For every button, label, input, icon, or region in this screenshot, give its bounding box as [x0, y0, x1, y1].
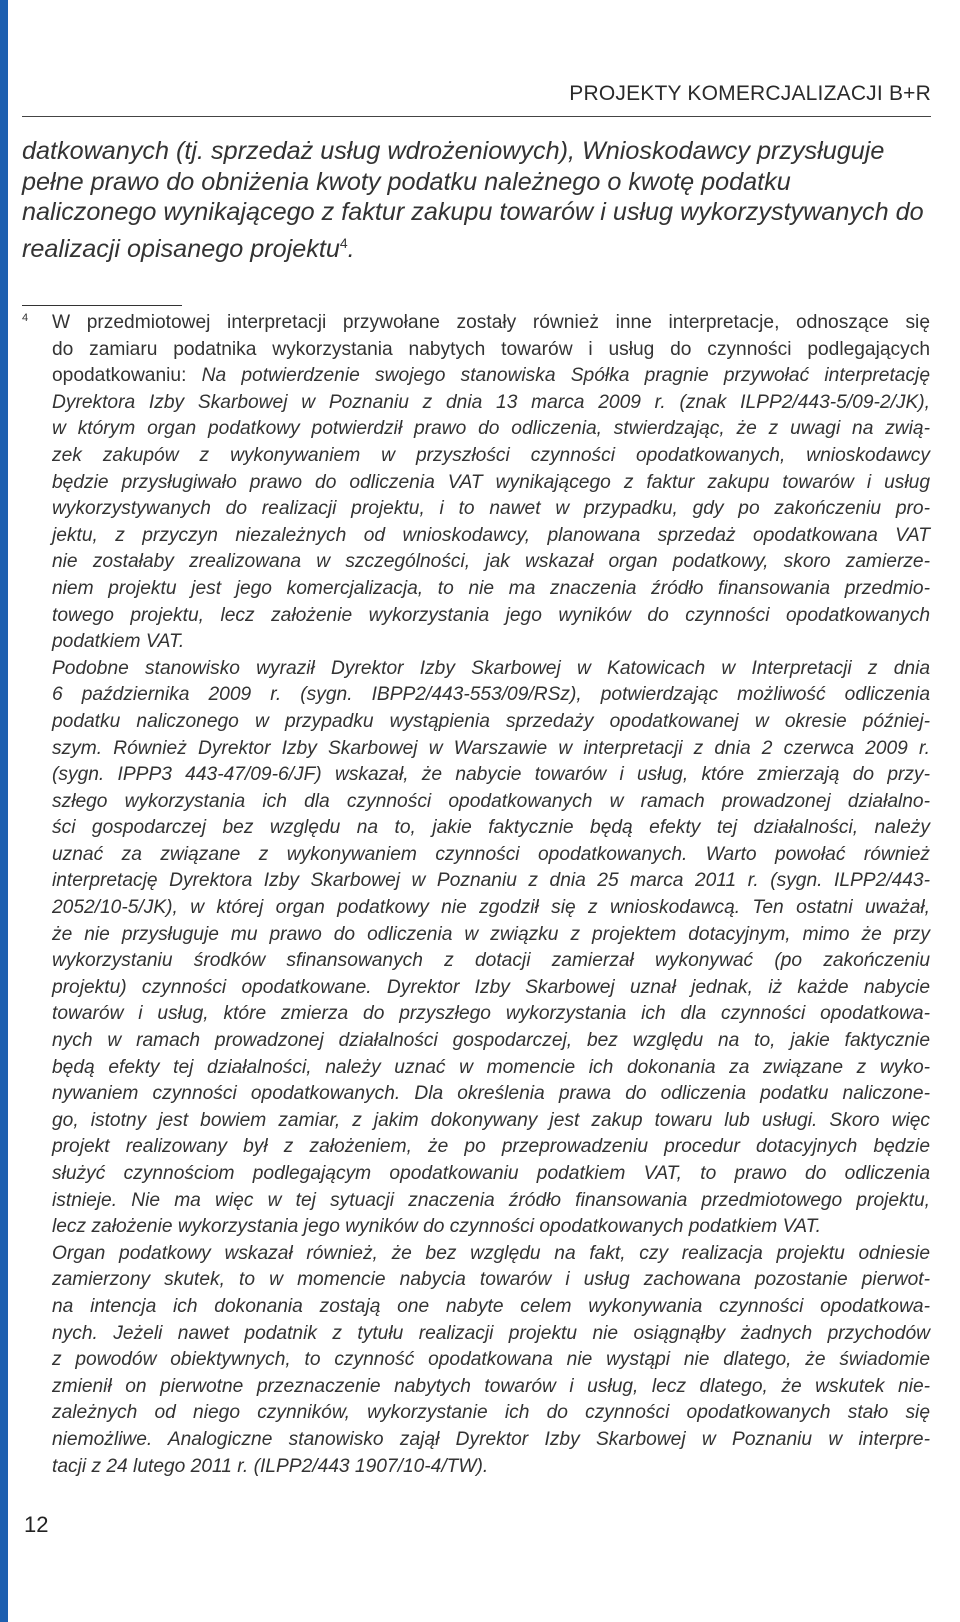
- footnote-line-text: szym. Również Dyrektor Izby Skarbowej w Warszawie w interpretacji z dnia 2 czerwca 2009 r.: [52, 737, 930, 759]
- footnote-line-text: go, istotny jest bowiem zamiar, z jakim dokonywany jest zakup towaru lub usługi. Skoro więc: [52, 1109, 930, 1131]
- footnote-line-text: służyć czynnościom podlegającym opodatkowaniu podatkiem VAT, to prawo do odliczenia: [52, 1163, 930, 1184]
- footnote-line-text: W przedmiotowej interpretacji przywołane zostały również inne interpretacje, odnoszące się: [52, 312, 930, 333]
- footnote-line-text: Podobne stanowisko wyraził Dyrektor Izby Skarbowej w Katowicach w Interpretacji z dnia: [52, 657, 930, 679]
- footnote-line-text: w którym organ podatkowy potwierdził prawo do odliczenia, stwierdzając, że z uwagi na zwią-: [52, 418, 930, 440]
- footnote-line: [52, 629, 930, 656]
- footnote-line-text: szłego wykorzystania ich dla czynności opodatkowanych w ramach prowadzonej działalno-: [52, 790, 930, 812]
- footnote-line: [52, 470, 930, 497]
- footnote-line-text: niem projektu jest jego komercjalizacja, to nie ma znaczenia źródło finansowania przedmio-: [52, 577, 930, 599]
- footnote-line: [52, 1294, 930, 1321]
- footnote-line: [52, 523, 930, 550]
- footnote-line: [52, 1400, 930, 1427]
- footnote-line: [52, 337, 930, 364]
- header-rule: [22, 116, 931, 117]
- footnote-line: [52, 656, 930, 683]
- footnote-text: [52, 310, 930, 1480]
- footnote-rule: [22, 305, 182, 306]
- footnote-line: [52, 815, 930, 842]
- left-accent-bar: [0, 0, 8, 1622]
- footnote-line: [52, 842, 930, 869]
- footnote-line-text: Organ podatkowy wskazał również, że bez względu na fakt, czy realizacja projektu odniesie: [52, 1242, 930, 1264]
- footnote-line-text: istnieje. Nie ma więc w tej sytuacji znaczenia źródło finansowania przedmiotowego projektu,: [52, 1189, 930, 1211]
- footnote-line-text: projektu) czynności opodatkowane. Dyrektor Izby Skarbowej uznał jednak, iż każde nabycie: [52, 976, 930, 998]
- footnote-line-text: zmienił on pierwotne przeznaczenie nabytych towarów i usług, lecz dlatego, że wskutek nie-: [52, 1375, 930, 1397]
- footnote-reference[interactable]: 4: [339, 234, 348, 251]
- page-number: 12: [24, 1512, 49, 1537]
- footnote-line: [52, 1347, 930, 1374]
- footnote-line: [52, 1374, 930, 1401]
- footnote-line: [52, 868, 930, 895]
- footnote-line-text: zależnych od niego czynników, wykorzystanie ich do czynności opodatkowanych stało się: [52, 1402, 930, 1424]
- footnote-line: [52, 709, 930, 736]
- footnote-line: [52, 1188, 930, 1215]
- footnote-line: [52, 576, 930, 603]
- footnote-line: [52, 310, 930, 337]
- footnote-line-text: jektu, z przyczyn niezależnych od wnioskodawcy, planowana sprzedaż opodatkowana VAT: [52, 524, 930, 546]
- footnote-line: [52, 443, 930, 470]
- footnote-marker: 4: [22, 312, 29, 324]
- footnote-line: [52, 948, 930, 975]
- footnote-line: [52, 363, 930, 390]
- footnote-line: [52, 682, 930, 709]
- footnote-line: [52, 1055, 930, 1082]
- footnote-line-text: na intencja ich dokonania zostają one nabyte celem wykonywania czynności opodatkowa-: [52, 1295, 930, 1317]
- footnote-line-text: wykorzystywanych do realizacji projektu, i to nawet w przypadku, gdy po zakończeniu pro-: [52, 498, 930, 520]
- footnote-line: [52, 895, 930, 922]
- footnote-line-text: będą efekty tej działalności, należy uznać w momencie ich dokonania za związane z wyko-: [52, 1056, 930, 1078]
- footnote-line: [52, 1028, 930, 1055]
- footnote-line-text: nie zostałaby zrealizowana w szczególności, jak wskazał organ podatkowy, skoro zamierze-: [52, 551, 930, 573]
- footnote-line: [52, 390, 930, 417]
- footnote-line: [52, 1134, 930, 1161]
- footnote-line: [52, 922, 930, 949]
- footnote-line-text: ści gospodarczej bez względu na to, jakie faktycznie będą efekty tej działalności, należy: [52, 817, 930, 839]
- footnote-line: [52, 1001, 930, 1028]
- main-paragraph-text: datkowanych (tj. sprzedaż usług wdrożeniowych), Wnioskodawcy przysługuje pełne prawo do obniżenia kwoty podatku należnego o kwotę podatku naliczonego wynikającego z faktur zakupu towarów i usług wykorzystywanych do realizacji opisanego projektu: [22, 137, 924, 263]
- footnote-line-text: do zamiaru podatnika wykorzystania nabytych towarów i usług do czynności podlegających: [52, 338, 930, 360]
- footnote-line-text: nych. Jeżeli nawet podatnik z tytułu realizacji projektu nie osiągnąłby żadnych przychodów: [52, 1322, 930, 1344]
- footnote-line-text: tacji z 24 lutego 2011 r. (ILPP2/443 1907/10-4/TW).: [52, 1455, 489, 1477]
- footnote-line-text: podatku naliczonego w przypadku wystąpienia sprzedaży opodatkowanej w okresie później-: [52, 710, 930, 732]
- footnote-line-text: nych w ramach prowadzonej działalności gospodarczej, bez względu na to, jakie faktycznie: [52, 1030, 930, 1052]
- footnote-line-text: lecz założenie wykorzystania jego wyników do czynności opodatkowanych podatkiem VAT.: [52, 1216, 821, 1238]
- footnote-line: [52, 549, 930, 576]
- footnote-line: [52, 1267, 930, 1294]
- footnote-line-text: nywaniem czynności opodatkowanych. Dla określenia prawa do odliczenia podatku naliczone-: [52, 1083, 930, 1105]
- footnote-line: [52, 1241, 930, 1268]
- footnote-line-text: zek zakupów z wykonywaniem w przyszłości czynności opodatkowanych, wnioskodawcy: [52, 444, 930, 466]
- main-paragraph: [22, 136, 930, 264]
- footnote-line-text: towego projektu, lecz założenie wykorzystania jego wyników do czynności opodatkowanych: [52, 604, 930, 626]
- footnote-line: [52, 1081, 930, 1108]
- footnote-line: [52, 736, 930, 763]
- footnote-line: [52, 1321, 930, 1348]
- footnote-line-text: niemożliwe. Analogiczne stanowisko zajął Dyrektor Izby Skarbowej w Poznaniu w interpre-: [52, 1428, 930, 1450]
- footnote-line-text: interpretację Dyrektora Izby Skarbowej w Poznaniu z dnia 25 marca 2011 r. (sygn. ILPP2/443-: [52, 870, 930, 892]
- footnote-line-text: Dyrektora Izby Skarbowej w Poznaniu z dnia 13 marca 2009 r. (znak ILPP2/443-5/09-2/JK),: [52, 391, 930, 413]
- footnote-line: [52, 416, 930, 443]
- footnote-line: [52, 1108, 930, 1135]
- running-header-title: PROJEKTY KOMERCJALIZACJI B+R: [569, 82, 931, 105]
- footnote-line: [52, 496, 930, 523]
- footnote-line: [52, 975, 930, 1002]
- footnote-line-text: będzie przysługiwało prawo do odliczenia VAT wynikającego z faktur zakupu towarów i usług: [52, 471, 930, 493]
- footnote-line-text: wykorzystaniu środków sfinansowanych z dotacji zamierzał wykonywać (po zakończeniu: [52, 950, 930, 972]
- footnote-line-text: towarów i usług, które zmierza do przyszłego wykorzystania ich dla czynności opodatkowa-: [52, 1003, 930, 1025]
- main-paragraph-end: .: [347, 234, 355, 263]
- footnote-line: [52, 603, 930, 630]
- footnote-line-text: 2052/10-5/JK), w której organ podatkowy nie zgodził się z wnioskodawcą. Ten ostatni uważał,: [52, 897, 930, 919]
- footnote-line-text: uznać za związane z wykonywaniem czynności opodatkowanych. Warto powołać również: [52, 843, 930, 865]
- footnote-line-text: (sygn. IPPP3 443-47/09-6/JF) wskazał, że nabycie towarów i usług, które zmierzają do przy-: [52, 764, 930, 786]
- footnote-line-text: opodatkowaniu:: [52, 365, 202, 387]
- footnote-line-text: projekt realizowany był z założeniem, że po przeprowadzeniu procedur dotacyjnych będzie: [52, 1136, 930, 1158]
- footnote-line: [52, 789, 930, 816]
- footnote-line-text: zamierzony skutek, to w momencie nabycia towarów i usług zachowana pozostanie pierwot-: [52, 1269, 930, 1291]
- footnote-line-text: 6 października 2009 r. (sygn. IBPP2/443-553/09/RSz), potwierdzając możliwość odliczenia: [52, 684, 930, 706]
- footnote-line-text: że nie przysługuje mu prawo do odliczenia w związku z projektem dotacyjnym, mimo że przy: [52, 923, 930, 945]
- footnote-line: [52, 1427, 930, 1454]
- footnote-line: [52, 1454, 930, 1481]
- footnote-line: [52, 1214, 930, 1241]
- footnote-line: [52, 1161, 930, 1188]
- footnote-line-text: z powodów obiektywnych, to czynność opodatkowana nie wystąpi nie dlatego, że świadomie: [52, 1349, 930, 1371]
- footnote-line: [52, 762, 930, 789]
- footnote-line-italic-tail: Na potwierdzenie swojego stanowiska Spółka pragnie przywołać interpretację: [201, 365, 930, 387]
- footnote-line-text: podatkiem VAT.: [52, 631, 185, 653]
